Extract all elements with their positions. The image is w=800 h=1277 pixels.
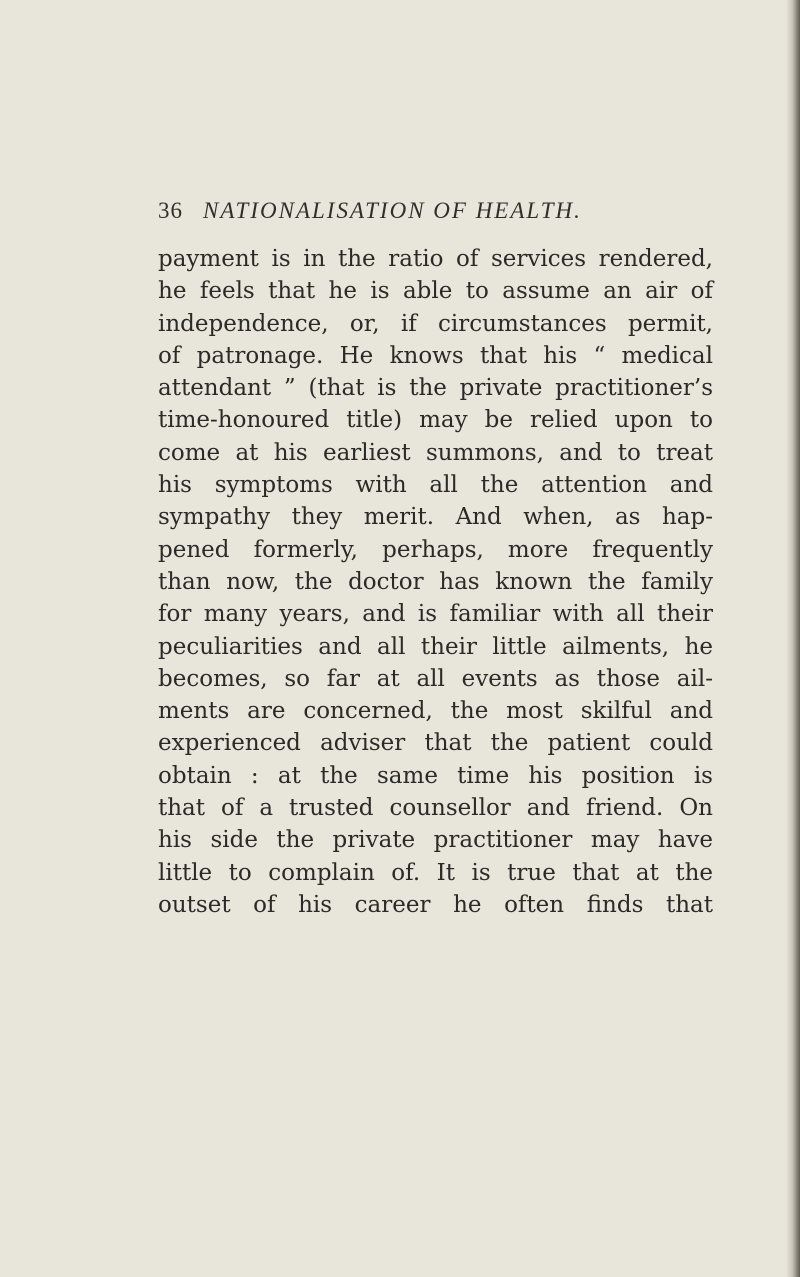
text-line: come at his earliest summons, and to treat bbox=[158, 439, 713, 466]
text-line: he feels that he is able to assume an air of bbox=[158, 278, 713, 305]
text-line: independence, or, if circumstances permit, bbox=[158, 310, 713, 337]
text-line: his side the private practitioner may have bbox=[158, 827, 713, 854]
text-line: pened formerly, perhaps, more frequently bbox=[158, 536, 713, 563]
text-line: becomes, so far at all events as those ail- bbox=[158, 665, 713, 692]
text-line: sympathy they merit. And when, as hap- bbox=[158, 504, 713, 531]
running-head bbox=[0, 198, 760, 228]
text-line: outset of his career he often finds that bbox=[158, 891, 713, 918]
page-edge-shadow bbox=[786, 0, 800, 1277]
text-line: obtain : at the same time his position is bbox=[158, 762, 713, 789]
running-title: NATIONALISATION OF HEALTH. bbox=[203, 198, 582, 223]
text-line: that of a trusted counsellor and friend. On bbox=[158, 795, 713, 822]
text-line: ments are concerned, the most skilful and bbox=[158, 698, 713, 725]
text-line: attendant ” (that is the private practitioner’s bbox=[158, 375, 713, 402]
page-number: 36 bbox=[158, 198, 183, 223]
text-line: little to complain of. It is true that at the bbox=[158, 859, 713, 886]
text-line: payment is in the ratio of services rendered, bbox=[158, 246, 713, 272]
text-line: peculiarities and all their little ailments, he bbox=[158, 633, 713, 660]
text-line: experienced adviser that the patient could bbox=[158, 730, 713, 757]
text-line: than now, the doctor has known the family bbox=[158, 568, 713, 595]
text-line: his symptoms with all the attention and bbox=[158, 472, 713, 499]
text-line: of patronage. He knows that his “ medical bbox=[158, 342, 713, 369]
text-line: time-honoured title) may be relied upon to bbox=[158, 407, 713, 434]
body-text bbox=[158, 243, 713, 921]
text-line: for many years, and is familiar with all their bbox=[158, 601, 713, 628]
